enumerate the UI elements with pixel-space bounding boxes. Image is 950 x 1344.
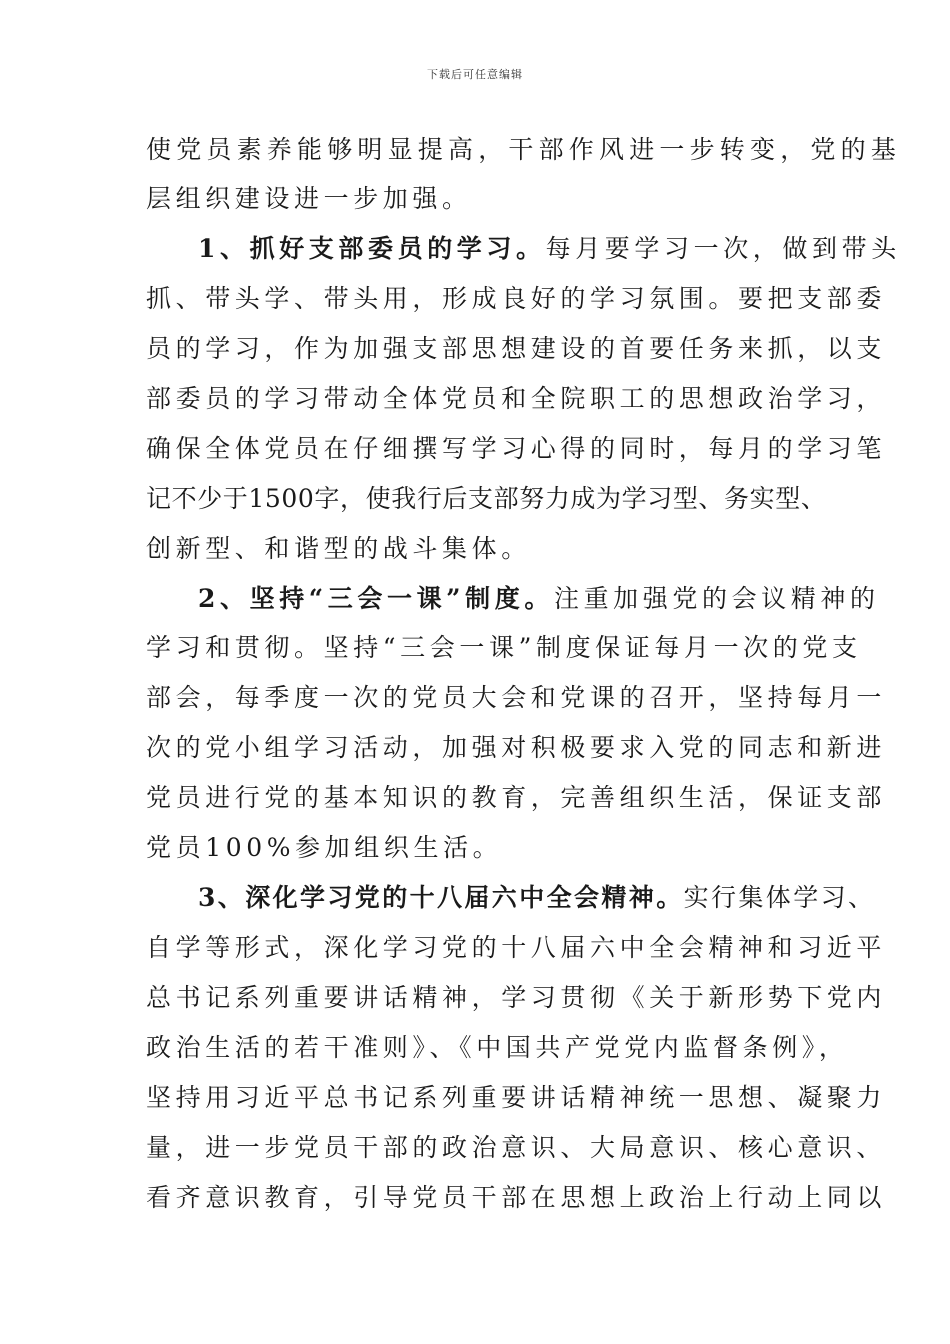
text-line: 部会，每季度一次的党员大会和党课的召开，坚持每月一	[146, 683, 887, 712]
text-line: 量，进一步党员干部的政治意识、大局意识、核心意识、	[146, 1133, 887, 1162]
item-heading-line: 3、深化学习党的十八届六中全会精神。实行集体学习、	[198, 883, 876, 912]
text-line: 部委员的学习带动全体党员和全院职工的思想政治学习，	[146, 384, 887, 413]
item-heading-line: 1、抓好支部委员的学习。每月要学习一次，做到带头	[198, 234, 901, 263]
item-heading-line: 2、坚持“三会一课”制度。注重加强党的会议精神的	[198, 584, 880, 613]
item-heading: 3、深化学习党的十八届六中全会精神。	[198, 883, 684, 912]
text-line: 学习和贯彻。坚持“三会一课”制度保证每月一次的党支	[146, 633, 862, 662]
text-line: 使党员素养能够明显提高，干部作风进一步转变，党的基	[146, 135, 902, 164]
text-line: 次的党小组学习活动，加强对积极要求入党的同志和新进	[146, 733, 887, 762]
text-line: 党员进行党的基本知识的教育，完善组织生活，保证支部	[146, 783, 887, 812]
item-heading: 1、抓好支部委员的学习。	[198, 234, 546, 263]
text-line: 确保全体党员在仔细撰写学习心得的同时，每月的学习笔	[146, 434, 887, 463]
text-line: 看齐意识教育，引导党员干部在思想上政治上行动上同以	[146, 1183, 887, 1212]
text-line: 创新型、和谐型的战斗集体。	[146, 534, 531, 563]
text-line: 层组织建设进一步加强。	[146, 184, 472, 213]
text-line: 总书记系列重要讲话精神，学习贯彻《关于新形势下党内	[146, 983, 887, 1012]
item-heading: 2、坚持“三会一课”制度。	[198, 584, 554, 613]
text-line: 党员100%参加组织生活。	[146, 833, 503, 862]
text-line: 员的学习，作为加强支部思想建设的首要任务来抓，以支	[146, 334, 887, 363]
text-line: 自学等形式，深化学习党的十八届六中全会精神和习近平	[146, 933, 887, 962]
text-line: 政治生活的若干准则》、《中国共产党党内监督条例》，	[146, 1033, 849, 1062]
text-line: 抓、带头学、带头用，形成良好的学习氛围。要把支部委	[146, 284, 887, 313]
text-line: 坚持用习近平总书记系列重要讲话精神统一思想、凝聚力	[146, 1083, 887, 1112]
text-line: 记不少于1500字，使我行后支部努力成为学习型、务实型、	[146, 484, 827, 513]
page-header-note: 下载后可任意编辑	[427, 68, 523, 81]
